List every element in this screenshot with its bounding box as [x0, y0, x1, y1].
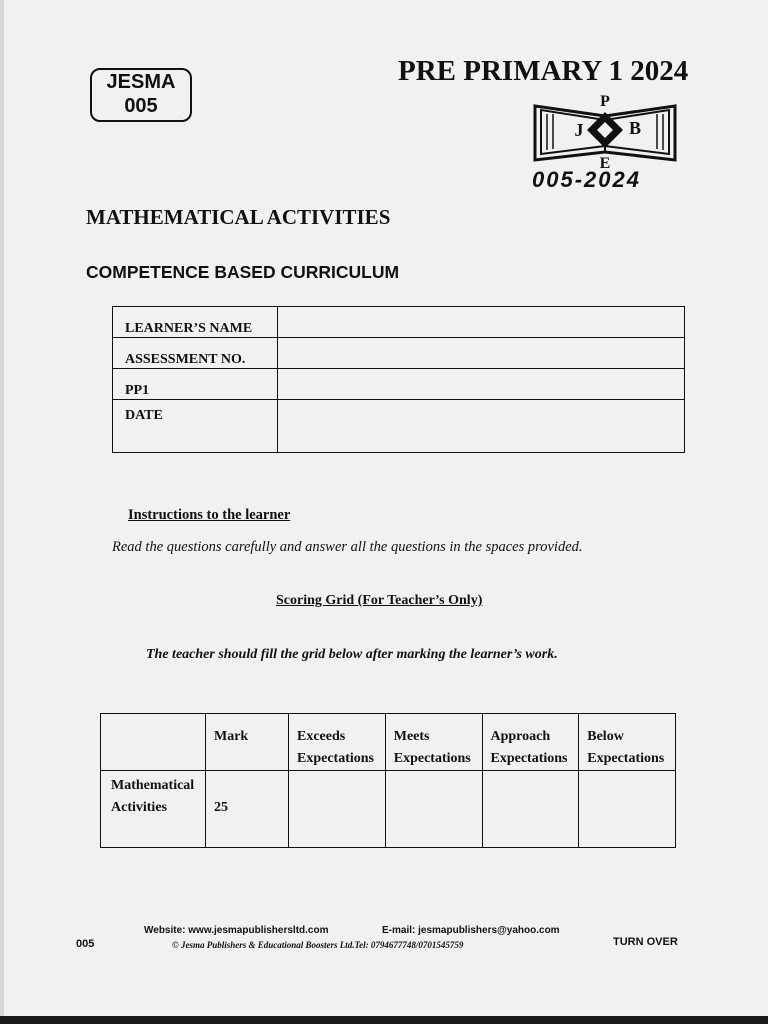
header-approach: Approach Expectations [482, 714, 579, 771]
subject-title: MATHEMATICAL ACTIVITIES [86, 205, 391, 229]
learner-name-field[interactable] [278, 307, 685, 338]
scoring-grid-note: The teacher should fill the grid below after marking the learner’s work. [146, 647, 558, 662]
logo-letter-top: P [600, 93, 610, 110]
learner-details-table [112, 306, 685, 453]
publisher-name: JESMA [106, 71, 176, 93]
below-cell[interactable] [579, 771, 676, 848]
scoring-grid-heading: Scoring Grid (For Teacher’s Only) [276, 593, 483, 608]
footer-website: Website: www.jesmapublishersltd.com [144, 925, 329, 936]
logo-letter-right: B [628, 118, 642, 138]
class-label: PP1 [113, 369, 278, 400]
approach-cell[interactable] [482, 771, 579, 848]
table-row [101, 771, 676, 848]
page-edge-shadow [0, 0, 4, 1024]
table-row [113, 307, 685, 338]
publisher-number: 005 [124, 95, 158, 117]
turn-over-label: TURN OVER [613, 936, 678, 948]
exam-title: PRE PRIMARY 1 2024 [398, 55, 689, 87]
instructions-heading: Instructions to the learner [128, 507, 291, 523]
logo-letter-bottom: E [599, 155, 611, 172]
table-row [113, 338, 685, 369]
table-row [113, 369, 685, 400]
header-blank [101, 714, 206, 771]
curriculum-title: COMPETENCE BASED CURRICULUM [86, 262, 400, 282]
header-exceeds: Exceeds Expectations [289, 714, 386, 771]
exam-code: 005-2024 [532, 167, 641, 192]
instructions-text: Read the questions carefully and answer all the questions in the spaces provided. [112, 539, 583, 555]
header-below: Below Expectations [579, 714, 676, 771]
subject-cell: Mathematical Activities [101, 771, 206, 848]
scan-bottom-edge [0, 1016, 768, 1024]
footer-page-code: 005 [76, 938, 95, 950]
learner-name-label: LEARNER’S NAME [113, 307, 278, 338]
scoring-grid-table [100, 713, 676, 848]
assessment-no-label: ASSESSMENT NO. [113, 338, 278, 369]
header-meets: Meets Expectations [385, 714, 482, 771]
table-row [113, 400, 685, 453]
footer-copyright: © Jesma Publishers & Educational Boosters Ltd.Tel: 0794677748/0701545759 [172, 940, 464, 950]
publisher-code-box [90, 68, 192, 122]
footer-email: E-mail: jesmapublishers@yahoo.com [382, 925, 560, 936]
date-label: DATE [113, 400, 278, 453]
header-mark: Mark [206, 714, 289, 771]
table-header-row [101, 714, 676, 771]
meets-cell[interactable] [385, 771, 482, 848]
exceeds-cell[interactable] [289, 771, 386, 848]
mark-cell: 25 [206, 771, 289, 848]
publisher-book-logo [525, 92, 685, 172]
class-field[interactable] [278, 369, 685, 400]
assessment-no-field[interactable] [278, 338, 685, 369]
logo-letter-left: J [574, 120, 584, 140]
date-field[interactable] [278, 400, 685, 453]
